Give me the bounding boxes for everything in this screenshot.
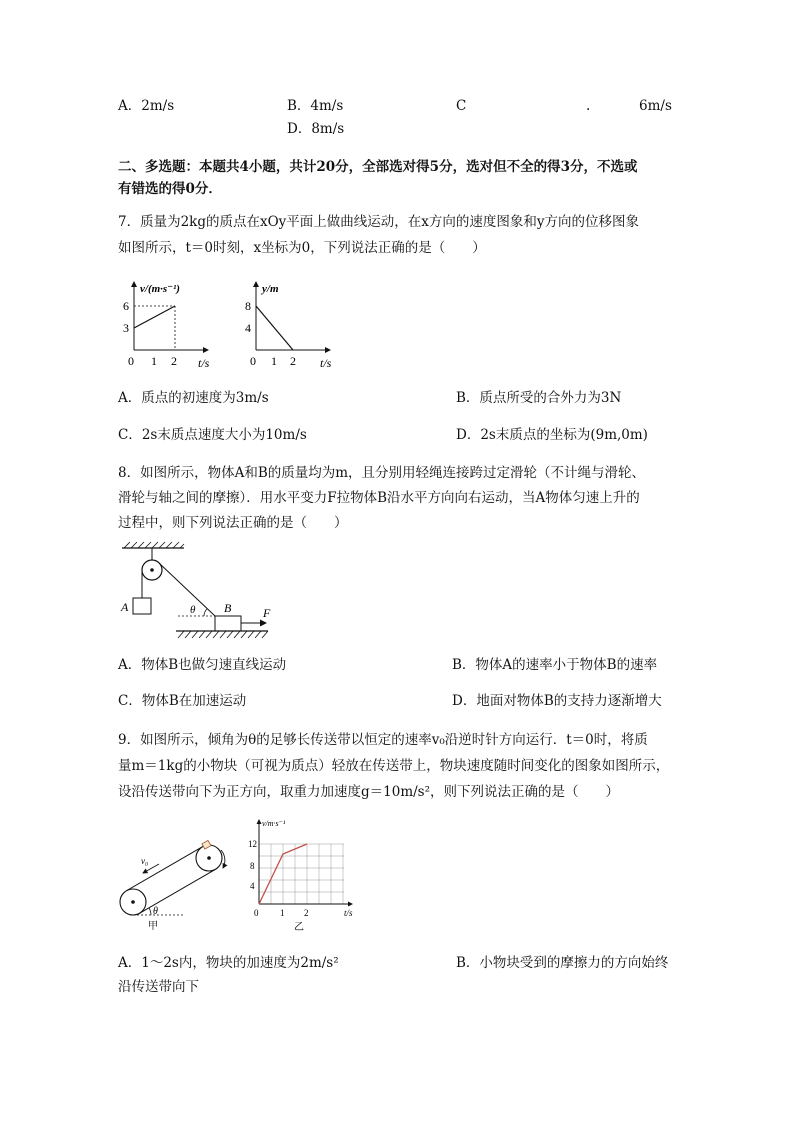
q8-option-c: C．物体B在加速运动 (118, 693, 247, 709)
q9-graph-xtick-2: 2 (304, 908, 309, 918)
q7-option-a: A．质点的初速度为3m/s (118, 390, 269, 406)
q6-option-c-value: 6m/s (639, 98, 672, 114)
q9-option-a: A．1～2s内，物块的加速度为2m/s² (118, 955, 339, 971)
q9-graph-xtick-1: 1 (280, 908, 285, 918)
q9-caption-jia: 甲 (148, 921, 158, 932)
q7-y-graph-xtick-0: 0 (250, 354, 256, 368)
q6-option-a: A．2m/s (118, 98, 175, 114)
q9-stem-line2: 量m＝1kg的小物块（可视为质点）轻放在传送带上，物块速度随时间变化的图象如图所示， (118, 758, 670, 774)
q7-v-graph-xtick-1: 1 (151, 354, 157, 368)
section2-heading-line2: 有错选的得0分． (118, 181, 222, 197)
q8-option-b: B．物体A的速率小于物体B的速率 (452, 657, 658, 673)
q9-option-b-line1: B．小物块受到的摩擦力的方向始终 (456, 955, 669, 971)
q9-option-b-line2: 沿传送带向下 (118, 979, 199, 995)
q8-stem-line1: 8．如图所示，物体A和B的质量均为m，且分别用轻绳连接跨过定滑轮（不计绳与滑轮、 (118, 465, 646, 481)
q6-option-c-letter: C (456, 98, 467, 114)
q6-option-c-dot: . (586, 98, 591, 114)
q8-stem-line2: 滑轮与轴之间的摩擦）．用水平变力F拉物体B沿水平方向向右运动，当A物体匀速上升的 (118, 490, 640, 506)
q9-graph-xlabel: t/s (344, 908, 353, 918)
q8-label-b: B (224, 601, 232, 615)
q8-pulley-diagram (118, 540, 278, 645)
q9-conveyor-diagram (113, 828, 243, 934)
q8-option-d: D．地面对物体B的支持力逐渐增大 (452, 693, 662, 709)
q7-y-graph-ylabel: y/m (262, 283, 279, 295)
q7-v-graph-ytick-3: 3 (123, 321, 129, 335)
q9-stem-line1: 9．如图所示，倾角为θ的足够长传送带以恒定的速率v₀沿逆时针方向运行．t＝0时，将质 (118, 732, 648, 748)
q6-option-b: B．4m/s (287, 98, 344, 114)
q9-graph-xtick-0: 0 (254, 908, 259, 918)
q9-caption-yi: 乙 (294, 922, 304, 933)
q7-option-b: B．质点所受的合外力为3N (456, 390, 622, 406)
q8-option-a: A．物体B也做匀速直线运动 (118, 657, 287, 673)
q7-y-graph-xtick-1: 1 (271, 354, 277, 368)
q7-y-graph-xtick-2: 2 (290, 354, 296, 368)
q7-option-c: C．2s末质点速度大小为10m/s (118, 427, 307, 443)
q9-graph-ylabel: v/m·s⁻¹ (262, 819, 286, 828)
q7-velocity-graph (118, 276, 228, 372)
q7-displacement-graph (240, 276, 350, 372)
q7-v-graph-xtick-0: 0 (128, 354, 134, 368)
q7-y-graph-ytick-4: 4 (245, 321, 251, 335)
q9-graph-ytick-8: 8 (250, 861, 255, 871)
q8-label-f: F (263, 606, 271, 620)
q8-label-theta: θ (190, 604, 196, 616)
q7-y-graph-xlabel: t/s (320, 356, 332, 370)
q9-graph-ytick-4: 4 (250, 881, 255, 891)
q7-v-graph-xtick-2: 2 (171, 354, 177, 368)
q9-stem-line3: 设沿传送带向下为正方向，取重力加速度g＝10m/s²，则下列说法正确的是（ ） (118, 784, 620, 800)
q6-option-d: D．8m/s (287, 121, 345, 137)
q9-label-v0: v₀ (141, 856, 149, 866)
q7-v-graph-xlabel: t/s (198, 356, 210, 370)
q7-stem-line1: 7．质量为2kg的质点在xOy平面上做曲线运动，在x方向的速度图象和y方向的位移图象 (118, 214, 640, 230)
q9-graph-ytick-12: 12 (248, 839, 257, 849)
q9-label-theta: θ (153, 906, 158, 917)
q7-v-graph-ylabel: v/(m·s⁻¹) (140, 283, 180, 295)
q9-velocity-graph (248, 814, 363, 936)
q7-v-graph-ytick-6: 6 (123, 299, 129, 313)
q7-option-d: D．2s末质点的坐标为(9m,0m) (456, 427, 648, 443)
section2-heading-line1: 二、多选题：本题共4小题，共计20分，全部选对得5分，选对但不全的得3分，不选或 (118, 159, 638, 175)
q7-y-graph-ytick-8: 8 (245, 299, 251, 313)
q8-stem-line3: 过程中，则下列说法正确的是（ ） (118, 515, 348, 531)
q8-label-a: A (121, 600, 129, 614)
q7-stem-line2: 如图所示，t＝0时刻，x坐标为0，下列说法正确的是（ ） (118, 240, 486, 256)
